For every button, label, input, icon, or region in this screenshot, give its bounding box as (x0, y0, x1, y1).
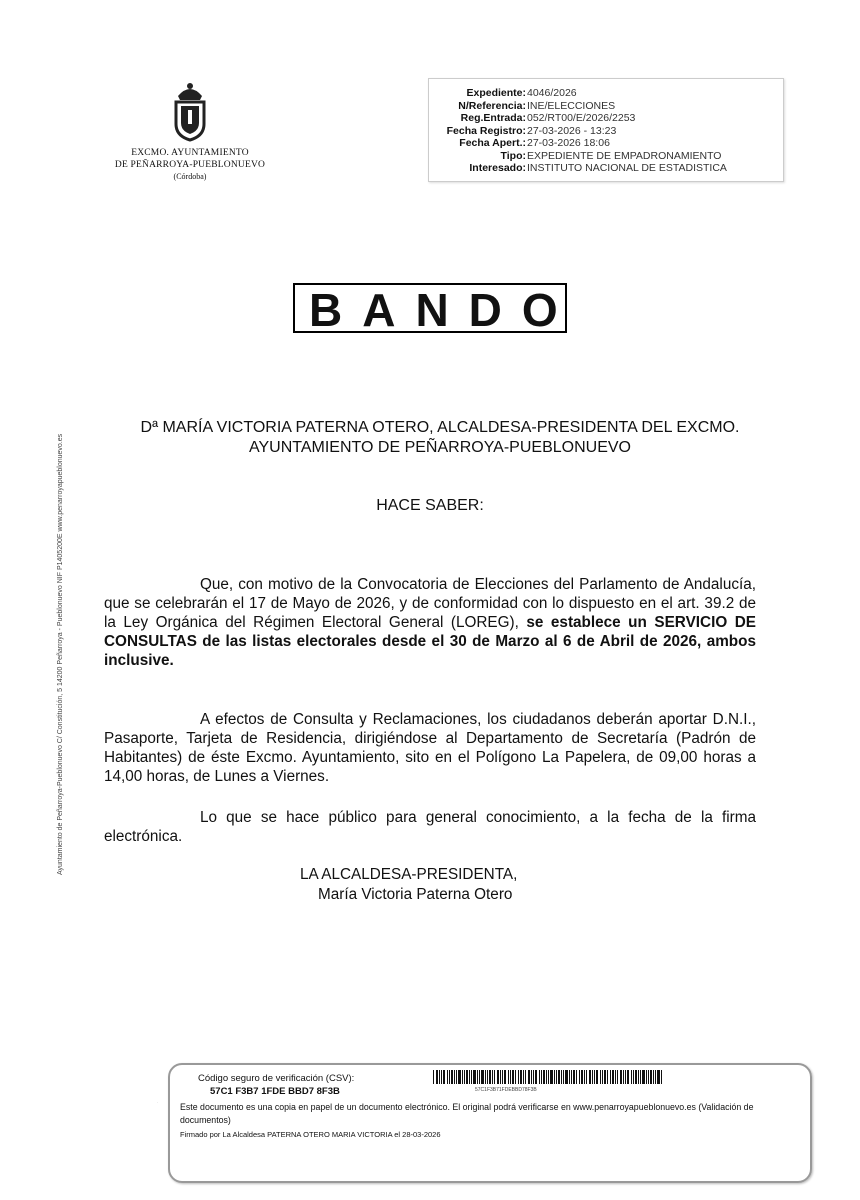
barcode-bar (492, 1070, 493, 1084)
registry-label: Expediente: (466, 87, 526, 99)
barcode-bar (523, 1070, 524, 1084)
barcode-bar (502, 1070, 503, 1084)
logo-line: (Córdoba) (173, 172, 207, 181)
barcode-bar (464, 1070, 465, 1084)
paragraph-bold-text: se establece un SERVICIO DE CONSULTAS de las listas electorales desde el 30 de Marzo al 6 de Abril de 2026, ambos inclusive. (104, 614, 756, 669)
barcode-bar (443, 1070, 445, 1084)
paragraph-convocatoria (104, 575, 756, 670)
barcode-bar (487, 1070, 488, 1084)
barcode-bar (584, 1070, 585, 1084)
csv-label: Código seguro de verificación (CSV): (198, 1073, 355, 1084)
barcode-bar (528, 1070, 530, 1084)
logo-line: EXCMO. AYUNTAMIENTO (131, 148, 249, 158)
barcode-bar (631, 1070, 632, 1084)
barcode-bar (586, 1070, 587, 1084)
barcode-bar (454, 1070, 455, 1084)
barcode-bar (571, 1070, 572, 1084)
barcode-bar (543, 1070, 545, 1084)
barcode-bar (610, 1070, 611, 1084)
barcode-bar (494, 1070, 495, 1084)
barcode-bar (512, 1070, 514, 1084)
registry-label: Fecha Apert.: (459, 137, 526, 149)
paragraph-text: Que, con motivo de la Convocatoria de Elecciones del Parlamento de Andalucía, que se celebrarán el 17 de Mayo de 2026, y de conformidad con lo dispuesto en el art. 39.2 de la Ley Orgánica del Régimen Electoral General (LOREG), (104, 576, 756, 631)
barcode-bar (646, 1070, 647, 1084)
barcode-bar (462, 1070, 463, 1084)
paragraph-closing: Lo que se hace público para general conocimiento, a la fecha de la firma electrónica. (104, 809, 756, 845)
barcode-bar (657, 1070, 659, 1084)
barcode-bar (436, 1070, 438, 1084)
barcode-bar (638, 1070, 639, 1084)
barcode-bar (485, 1070, 486, 1084)
barcode-bar (481, 1070, 483, 1084)
barcode-bar (576, 1070, 577, 1084)
hace-saber-heading: HACE SABER: (376, 497, 484, 514)
barcode-bar (497, 1070, 499, 1084)
barcode-bar (473, 1070, 475, 1084)
side-address-text: Ayuntamiento de Peñarroya-Pueblonuevo C/ Constitución, 5 14200 Peñarroya - Pueblonuevo NIF P1405200E www.penarroyapueblonuevo.es (57, 433, 64, 875)
barcode-bar (441, 1070, 442, 1084)
barcode-bar (520, 1070, 522, 1084)
barcode-bar (625, 1070, 626, 1084)
barcode-bar (620, 1070, 622, 1084)
csv-signed-by: Firmado por La Alcaldesa PATERNA OTERO MARIA VICTORIA el 28-03-2026 (180, 1130, 441, 1139)
barcode-bar (554, 1070, 555, 1084)
registry-value: 4046/2026 (527, 87, 577, 99)
barcode-bar (650, 1070, 652, 1084)
issuer-heading: Dª MARÍA VICTORIA PATERNA OTERO, ALCALDESA-PRESIDENTA DEL EXCMO. AYUNTAMIENTO DE PEÑARROYA-PUEBLONUEVO (140, 419, 740, 456)
barcode-bar (489, 1070, 491, 1084)
barcode-bar (558, 1070, 560, 1084)
barcode-bar (451, 1070, 453, 1084)
paragraph-reclamaciones: A efectos de Consulta y Reclamaciones, los ciudadanos deberán aportar D.N.I., Pasaporte, Tarjeta de Residencia, dirigiéndose al Departamento de Secretaría (Padrón de Habitantes) de éste Excmo. Ayuntamiento, sito en el Polígono La Papelera, de 09,00 horas a 14,00 horas, de Lunes a Viernes. (104, 711, 756, 785)
registry-stamp (428, 78, 784, 182)
registry-value: INSTITUTO NACIONAL DE ESTADISTICA (527, 162, 727, 174)
registry-label: Fecha Registro: (446, 124, 526, 137)
barcode-bar (458, 1070, 460, 1084)
barcode-bar (433, 1070, 434, 1084)
barcode-bar (640, 1070, 641, 1084)
barcode-bar (594, 1070, 595, 1084)
margin-mark: . (154, 1101, 160, 1104)
barcode-bar (439, 1070, 440, 1084)
barcode-bar (592, 1070, 593, 1084)
barcode-bar (596, 1070, 598, 1084)
barcode-bar (633, 1070, 634, 1084)
barcode-bar (573, 1070, 575, 1084)
signer-name: María Victoria Paterna Otero (318, 886, 513, 903)
barcode-bar (556, 1070, 557, 1084)
barcode-bar (548, 1070, 549, 1084)
barcode-bar (563, 1070, 564, 1084)
registry-label: Tipo: (500, 149, 526, 162)
barcode-bar (541, 1070, 542, 1084)
csv-verification-note: Este documento es una copia en papel de un documento electrónico. El original podrá verificarse en www.penarroyapueblonuevo.es (Validación de documentos) (180, 1102, 754, 1125)
barcode-bar (471, 1070, 472, 1084)
signature-block (300, 865, 517, 905)
barcode-bar (579, 1070, 580, 1084)
barcode-icon (433, 1070, 663, 1084)
logo-line: DE PEÑARROYA-PUEBLONUEVO (114, 160, 266, 170)
csv-verification-box (168, 1063, 812, 1183)
barcode-bar (539, 1070, 540, 1084)
barcode-bar (612, 1070, 614, 1084)
barcode-bar (615, 1070, 616, 1084)
coat-of-arms-icon (170, 80, 210, 142)
municipal-logo (100, 80, 280, 182)
barcode-bar (569, 1070, 570, 1084)
barcode-bar (602, 1070, 603, 1084)
barcode-bar (518, 1070, 519, 1084)
barcode-bar (627, 1070, 629, 1084)
barcode-bar (546, 1070, 547, 1084)
barcode-bar (604, 1070, 606, 1084)
registry-value: 052/RT00/E/2026/2253 (527, 112, 636, 124)
barcode-bar (508, 1070, 509, 1084)
barcode-bar (500, 1070, 501, 1084)
barcode-bar (449, 1070, 450, 1084)
signer-role: LA ALCALDESA-PRESIDENTA, (300, 866, 518, 883)
barcode-bar (550, 1070, 552, 1084)
barcode-bar (581, 1070, 583, 1084)
barcode-bar (600, 1070, 601, 1084)
barcode-bar (561, 1070, 562, 1084)
registry-value: 27-03-2026 18:06 (527, 137, 610, 149)
barcode-bar (504, 1070, 506, 1084)
barcode-bar (479, 1070, 480, 1084)
document-title: BANDO (293, 283, 567, 333)
barcode-bar (642, 1070, 644, 1084)
barcode-bar (635, 1070, 637, 1084)
barcode-bar (456, 1070, 457, 1084)
barcode-bar (655, 1070, 656, 1084)
barcode-text: 57C1F3B71FDEBBD78F3B (475, 1087, 537, 1093)
barcode-bar (535, 1070, 537, 1084)
barcode-bar (648, 1070, 649, 1084)
barcode-bar (469, 1070, 470, 1084)
barcode-bar (661, 1070, 662, 1084)
barcode-bar (477, 1070, 478, 1084)
registry-label: Reg.Entrada: (460, 112, 526, 124)
barcode-bar (533, 1070, 534, 1084)
barcode-bar (607, 1070, 608, 1084)
barcode-bar (589, 1070, 591, 1084)
barcode-bar (653, 1070, 654, 1084)
csv-code: 57C1 F3B7 1FDE BBD7 8F3B (210, 1086, 340, 1097)
registry-label: Interesado: (469, 162, 526, 174)
barcode-bar (617, 1070, 618, 1084)
barcode-bar (531, 1070, 532, 1084)
barcode-bar (510, 1070, 511, 1084)
barcode-bar (466, 1070, 468, 1084)
registry-label: N/Referencia: (458, 99, 526, 112)
registry-value: EXPEDIENTE DE EMPADRONAMIENTO (527, 149, 722, 162)
barcode-bar (447, 1070, 448, 1084)
barcode-bar (565, 1070, 567, 1084)
barcode-bar (623, 1070, 624, 1084)
registry-value: 27-03-2026 - 13:23 (527, 124, 617, 137)
registry-value: INE/ELECCIONES (527, 99, 616, 112)
barcode-bar (515, 1070, 516, 1084)
barcode-bar (525, 1070, 526, 1084)
